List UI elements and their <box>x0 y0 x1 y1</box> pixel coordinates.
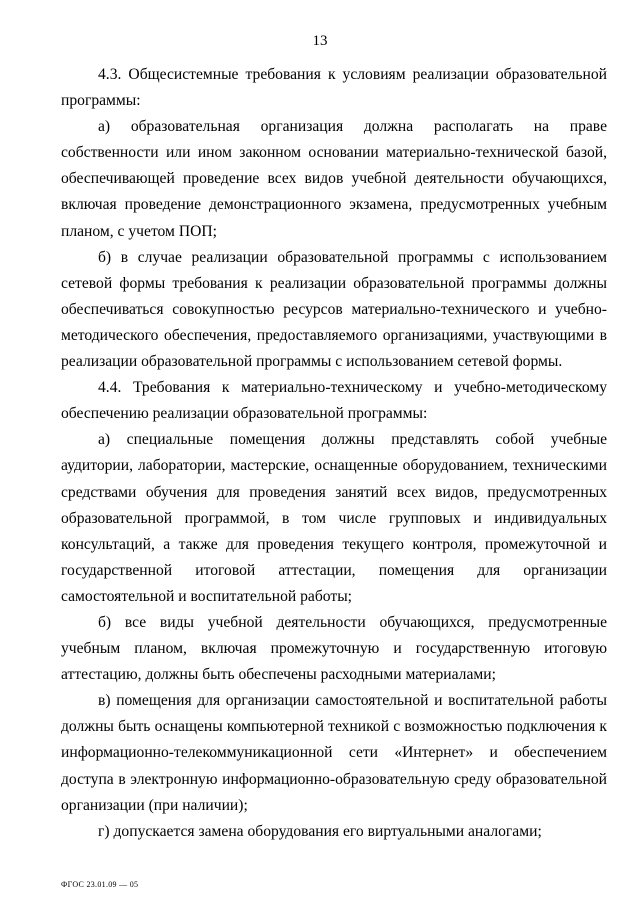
paragraph-4-3-a: а) образовательная организация должна располагать на праве собственности или ином законном основании материально-технической базой, обеспечивающей проведение всех видов учебной деятельности обучающихся, включая проведение демонстрационного экзамена, предусмотренных учебным планом, с учетом ПОП; <box>61 118 607 240</box>
paragraph-4-4-a: а) специальные помещения должны представлять собой учебные аудитории, лаборатории, мастерские, оснащенные оборудованием, техническими средствами обучения для проведения занятий всех видов, предусмотренных образовательной программой, в том числе групповых и индивидуальных консультаций, а также для проведения текущего контроля, промежуточной и государственной итоговой аттестации, помещения для организации самостоятельной и воспитательной работы; <box>61 431 607 605</box>
paragraph-4-3-heading: 4.3. Общесистемные требования к условиям реализации образовательной программы: <box>61 66 607 110</box>
paragraph-4-4-b: б) все виды учебной деятельности обучающихся, предусмотренные учебным планом, включая промежуточную и государственную итоговую аттестацию, должны быть обеспечены расходными материалами; <box>61 613 607 684</box>
paragraph-4-4-g: г) допускается замена оборудования его виртуальными аналогами; <box>98 822 542 840</box>
document-footer-code: ФГОС 23.01.09 — 05 <box>61 880 139 889</box>
page-number: 13 <box>312 33 328 49</box>
document-body <box>61 62 607 845</box>
paragraph-4-4-v: в) помещения для организации самостоятельной и воспитательной работы должны быть оснащены компьютерной техникой с возможностью подключения к информационно-телекоммуникационной сети «Интернет» и обеспечением доступа в электронную информационно-образовательную среду образовательной организации (при наличии); <box>61 692 607 814</box>
paragraph-4-3-b: б) в случае реализации образовательной программы с использованием сетевой формы требования к реализации образовательной программы должны обеспечиваться совокупностью ресурсов материально-технического и учебно-методического обеспечения, предоставляемого организациями, участвующими в реализации образовательной программы с использованием сетевой формы. <box>61 248 607 371</box>
paragraph-4-4-heading: 4.4. Требования к материально-техническому и учебно-методическому обеспечению реализации образовательной программы: <box>61 379 607 423</box>
